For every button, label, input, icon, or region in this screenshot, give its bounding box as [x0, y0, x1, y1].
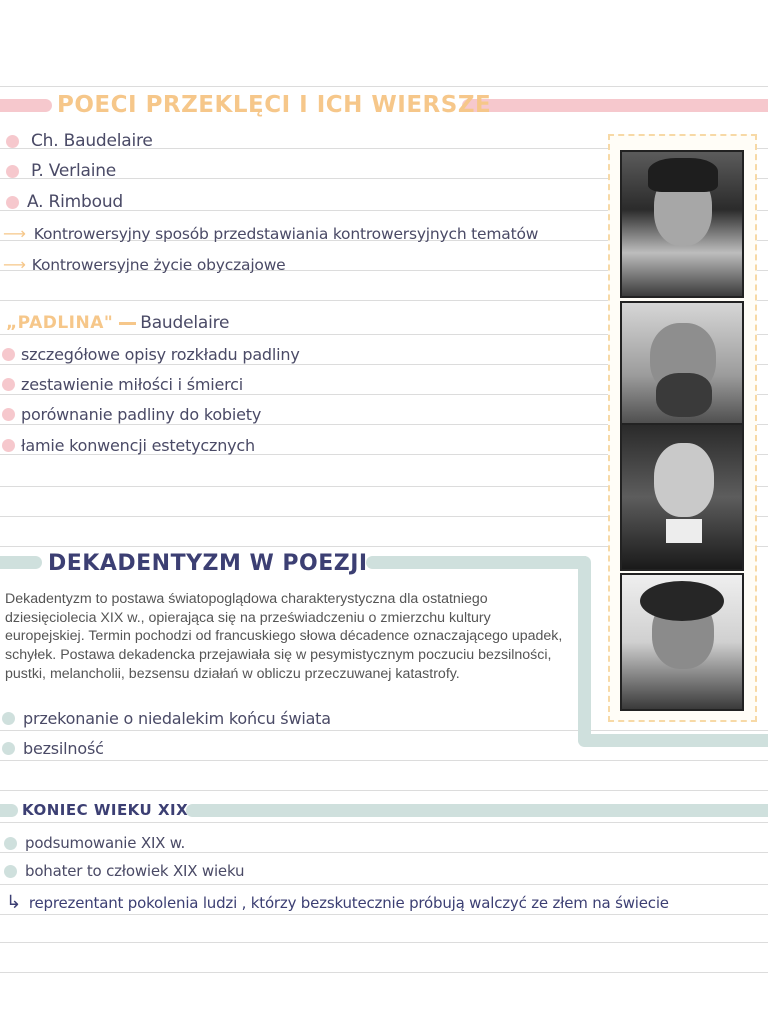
bullet-dot-icon — [2, 408, 15, 421]
portrait-photo — [620, 423, 744, 571]
section2-title: DEKADENTYZM W POEZJI — [48, 551, 368, 576]
list-item: zestawienie miłości i śmierci — [2, 375, 243, 394]
arrow-right-icon: ⟶ — [3, 224, 26, 243]
dash-icon — [119, 322, 136, 325]
list-item: bohater to człowiek XIX wieku — [4, 862, 244, 880]
list-item: A. Rimboud — [6, 192, 123, 212]
bullet-dot-icon — [6, 165, 19, 178]
arrow-return-icon: ↳ — [6, 892, 21, 913]
padlina-heading: „PADLINA" Baudelaire — [6, 313, 230, 333]
bullet-dot-icon — [4, 837, 17, 850]
bullet-dot-icon — [2, 742, 15, 755]
list-item: podsumowanie XIX w. — [4, 834, 185, 852]
list-item: porównanie padliny do kobiety — [2, 405, 261, 424]
section1-title: POECI PRZEKLĘCI I ICH WIERSZE — [57, 92, 492, 118]
bullet-dot-icon — [2, 348, 15, 361]
list-item: łamie konwencji estetycznych — [2, 436, 255, 455]
section3-title: KONIEC WIEKU XIX — [22, 801, 189, 819]
list-item: przekonanie o niedalekim końcu świata — [2, 709, 331, 728]
bullet-dot-icon — [2, 712, 15, 725]
definition-paragraph: Dekadentyzm to postawa światopoglądowa charakterystyczna dla ostatniego dziesięciolecia XIX w., opierająca się na przeświadczeniu o zmierzchu kultury europejskiej. Termin pochodzi od francuskiego słowa décadence oznaczającego upadek, schyłek. Postawa dekadencka przejawiała się w pesymistycznym poczuciu bezsilności, pustki, melancholii, bezsensu działań w obliczu przeczuwanej katastrofy. — [5, 591, 563, 682]
bullet-dot-icon — [2, 378, 15, 391]
arrow-right-icon: ⟶ — [3, 255, 26, 274]
list-item: bezsilność — [2, 739, 104, 758]
list-item: Ch. Baudelaire — [6, 131, 153, 151]
list-item: ↳ reprezentant pokolenia ludzi , którzy bezskutecznie próbują walczyć ze złem na świecie — [6, 892, 669, 913]
list-item: ⟶ Kontrowersyjne życie obyczajowe — [3, 255, 286, 274]
bullet-dot-icon — [2, 439, 15, 452]
portrait-photo — [620, 573, 744, 711]
list-item: szczegółowe opisy rozkładu padliny — [2, 345, 300, 364]
bullet-dot-icon — [4, 865, 17, 878]
portrait-photo — [620, 150, 744, 298]
list-item: ⟶ Kontrowersyjny sposób przedstawiania kontrowersyjnych tematów — [3, 224, 539, 243]
list-item: P. Verlaine — [6, 161, 116, 181]
bullet-dot-icon — [6, 135, 19, 148]
bullet-dot-icon — [6, 196, 19, 209]
